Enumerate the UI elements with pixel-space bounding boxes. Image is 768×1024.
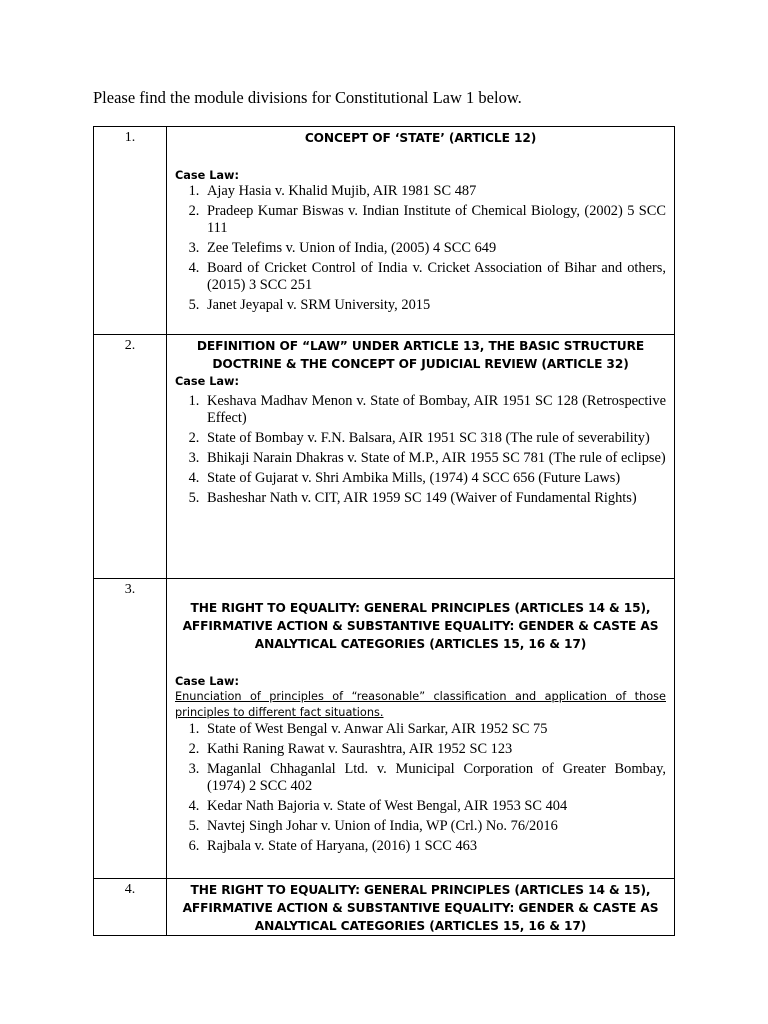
module-content (167, 579, 675, 879)
module-content (167, 127, 675, 335)
list-item: 5. Navtej Singh Johar v. Union of India, WP (Crl.) No. 76/2016 (203, 818, 666, 835)
list-item: 2. Kathi Raning Rawat v. Saurashtra, AIR 1952 SC 123 (203, 741, 666, 758)
list-item: 4. State of Gujarat v. Shri Ambika Mills, (1974) 4 SCC 656 (Future Laws) (203, 470, 666, 487)
module-number: 2. (94, 335, 167, 579)
list-item: 4. Board of Cricket Control of India v. Cricket Association of Bihar and others, (2015) 3 SCC 251 (203, 260, 666, 294)
list-item: 2. Pradeep Kumar Biswas v. Indian Institute of Chemical Biology, (2002) 5 SCC 111 (203, 203, 666, 237)
list-item: 5. Basheshar Nath v. CIT, AIR 1959 SC 149 (Waiver of Fundamental Rights) (203, 490, 666, 507)
case-law-label: Case Law: (175, 675, 240, 688)
module-number: 1. (94, 127, 167, 335)
list-item: 1. Keshava Madhav Menon v. State of Bombay, AIR 1951 SC 128 (Retrospective Effect) (203, 393, 666, 427)
intro-text: Please find the module divisions for Constitutional Law 1 below. (93, 88, 522, 107)
list-item: 1. State of West Bengal v. Anwar Ali Sarkar, AIR 1952 SC 75 (203, 721, 666, 738)
list-item: 3. Bhikaji Narain Dhakras v. State of M.P., AIR 1955 SC 781 (The rule of eclipse) (203, 450, 666, 467)
list-item: 2. State of Bombay v. F.N. Balsara, AIR 1951 SC 318 (The rule of severability) (203, 430, 666, 447)
module-content (167, 335, 675, 579)
list-item: 3. Maganlal Chhaganlal Ltd. v. Municipal Corporation of Greater Bombay, (1974) 2 SCC 402 (203, 761, 666, 795)
table-row (94, 579, 675, 879)
table-row (94, 127, 675, 335)
case-list (175, 393, 666, 507)
list-item: 1. Ajay Hasia v. Khalid Mujib, AIR 1981 SC 487 (203, 183, 666, 200)
list-item: 4. Kedar Nath Bajoria v. State of West Bengal, AIR 1953 SC 404 (203, 798, 666, 815)
module-number: 3. (94, 579, 167, 879)
module-number: 4. (94, 879, 167, 936)
table-row (94, 879, 675, 936)
module-table (93, 126, 675, 936)
list-item: 5. Janet Jeyapal v. SRM University, 2015 (203, 297, 666, 314)
case-law-note: Enunciation of principles of “reasonable” classification and application of those principles to different fact situations. (175, 690, 666, 719)
case-list (175, 721, 666, 855)
case-law-label: Case Law: (175, 375, 240, 388)
list-item: 6. Rajbala v. State of Haryana, (2016) 1 SCC 463 (203, 838, 666, 855)
module-title: THE RIGHT TO EQUALITY: GENERAL PRINCIPLES (ARTICLES 14 & 15), AFFIRMATIVE ACTION & SUBSTANTIVE EQUALITY: GENDER & CASTE AS ANALYTICAL CATEGORIES (ARTICLES 15, 16 & 17) (182, 883, 659, 933)
case-list (175, 183, 666, 314)
module-title: THE RIGHT TO EQUALITY: GENERAL PRINCIPLES (ARTICLES 14 & 15), AFFIRMATIVE ACTION & SUBSTANTIVE EQUALITY: GENDER & CASTE AS ANALYTICAL CATEGORIES (ARTICLES 15, 16 & 17) (182, 601, 659, 651)
module-title: DEFINITION OF “LAW” UNDER ARTICLE 13, THE BASIC STRUCTURE DOCTRINE & THE CONCEPT OF JUDICIAL REVIEW (ARTICLE 32) (196, 339, 645, 371)
module-title: CONCEPT OF ‘STATE’ (ARTICLE 12) (304, 131, 537, 145)
module-content (167, 879, 675, 936)
table-row (94, 335, 675, 579)
list-item: 3. Zee Telefims v. Union of India, (2005) 4 SCC 649 (203, 240, 666, 257)
case-law-label: Case Law: (175, 169, 240, 182)
